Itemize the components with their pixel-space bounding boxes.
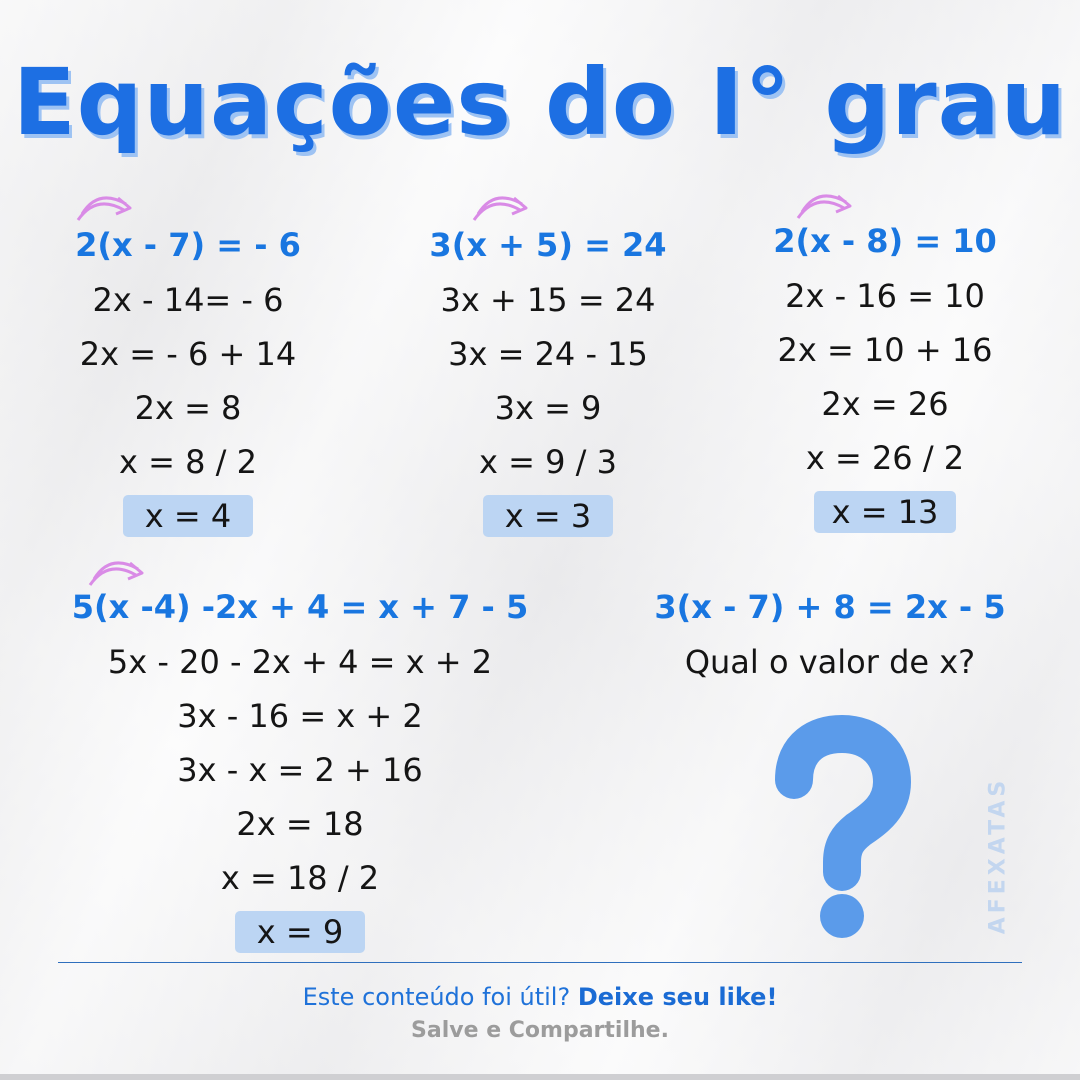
- problem-4-step-1: 5x - 20 - 2x + 4 = x + 2: [107, 643, 493, 681]
- problem-2-answer: x = 3: [483, 495, 613, 537]
- problem-1: [28, 225, 348, 543]
- question-mark-icon: [760, 712, 920, 942]
- problem-1-step-3: 2x = 8: [134, 389, 242, 427]
- problem-4: [50, 587, 550, 959]
- problem-3: [725, 221, 1045, 539]
- watermark: [968, 776, 1028, 934]
- problem-3-step-1: 2x - 16 = 10: [785, 277, 985, 315]
- problem-3-answer: x = 13: [814, 491, 957, 533]
- challenge-question: Qual o valor de x?: [684, 643, 976, 681]
- problem-3-step-3: 2x = 26: [821, 385, 949, 423]
- footer-call-to-action: Deixe seu like!: [577, 983, 778, 1011]
- problem-4-step-2: 3x - 16 = x + 2: [177, 697, 423, 735]
- problem-4-equation: 5(x -4) -2x + 4 = x + 7 - 5: [71, 588, 529, 626]
- problem-2-equation: 3(x + 5) = 24: [429, 226, 667, 264]
- problem-1-equation: 2(x - 7) = - 6: [75, 226, 301, 264]
- problem-2-step-1: 3x + 15 = 24: [440, 281, 656, 319]
- problem-3-step-2: 2x = 10 + 16: [777, 331, 993, 369]
- footer-prompt-line: [0, 983, 1080, 1011]
- page-title: Equações do I° grau: [12, 49, 1068, 156]
- problem-2-step-2: 3x = 24 - 15: [448, 335, 648, 373]
- problem-1-step-2: 2x = - 6 + 14: [79, 335, 297, 373]
- problem-4-answer: x = 9: [235, 911, 365, 953]
- problem-3-step-4: x = 26 / 2: [805, 439, 965, 477]
- problem-2-step-4: x = 9 / 3: [479, 443, 617, 481]
- problem-1-step-4: x = 8 / 2: [119, 443, 257, 481]
- bottom-bar: [0, 1074, 1080, 1080]
- problem-1-step-1: 2x - 14= - 6: [92, 281, 284, 319]
- problem-2: [388, 225, 708, 543]
- distributive-arrow-icon: [792, 188, 856, 224]
- problem-4-step-5: x = 18 / 2: [220, 859, 380, 897]
- problem-4-step-3: 3x - x = 2 + 16: [177, 751, 423, 789]
- distributive-arrow-icon: [84, 555, 148, 591]
- problem-1-answer: x = 4: [123, 495, 253, 537]
- distributive-arrow-icon: [72, 190, 136, 226]
- distributive-arrow-icon: [468, 190, 532, 226]
- footer-secondary: Salve e Compartilhe.: [411, 1018, 669, 1043]
- challenge: [610, 587, 1050, 689]
- problem-4-step-4: 2x = 18: [236, 805, 364, 843]
- footer-prompt: Este conteúdo foi útil?: [302, 983, 571, 1011]
- divider: [58, 962, 1022, 963]
- problem-2-step-3: 3x = 9: [494, 389, 602, 427]
- problem-3-equation: 2(x - 8) = 10: [773, 222, 997, 260]
- challenge-equation: 3(x - 7) + 8 = 2x - 5: [654, 588, 1006, 626]
- watermark-text: AFEXATAS: [985, 776, 1011, 934]
